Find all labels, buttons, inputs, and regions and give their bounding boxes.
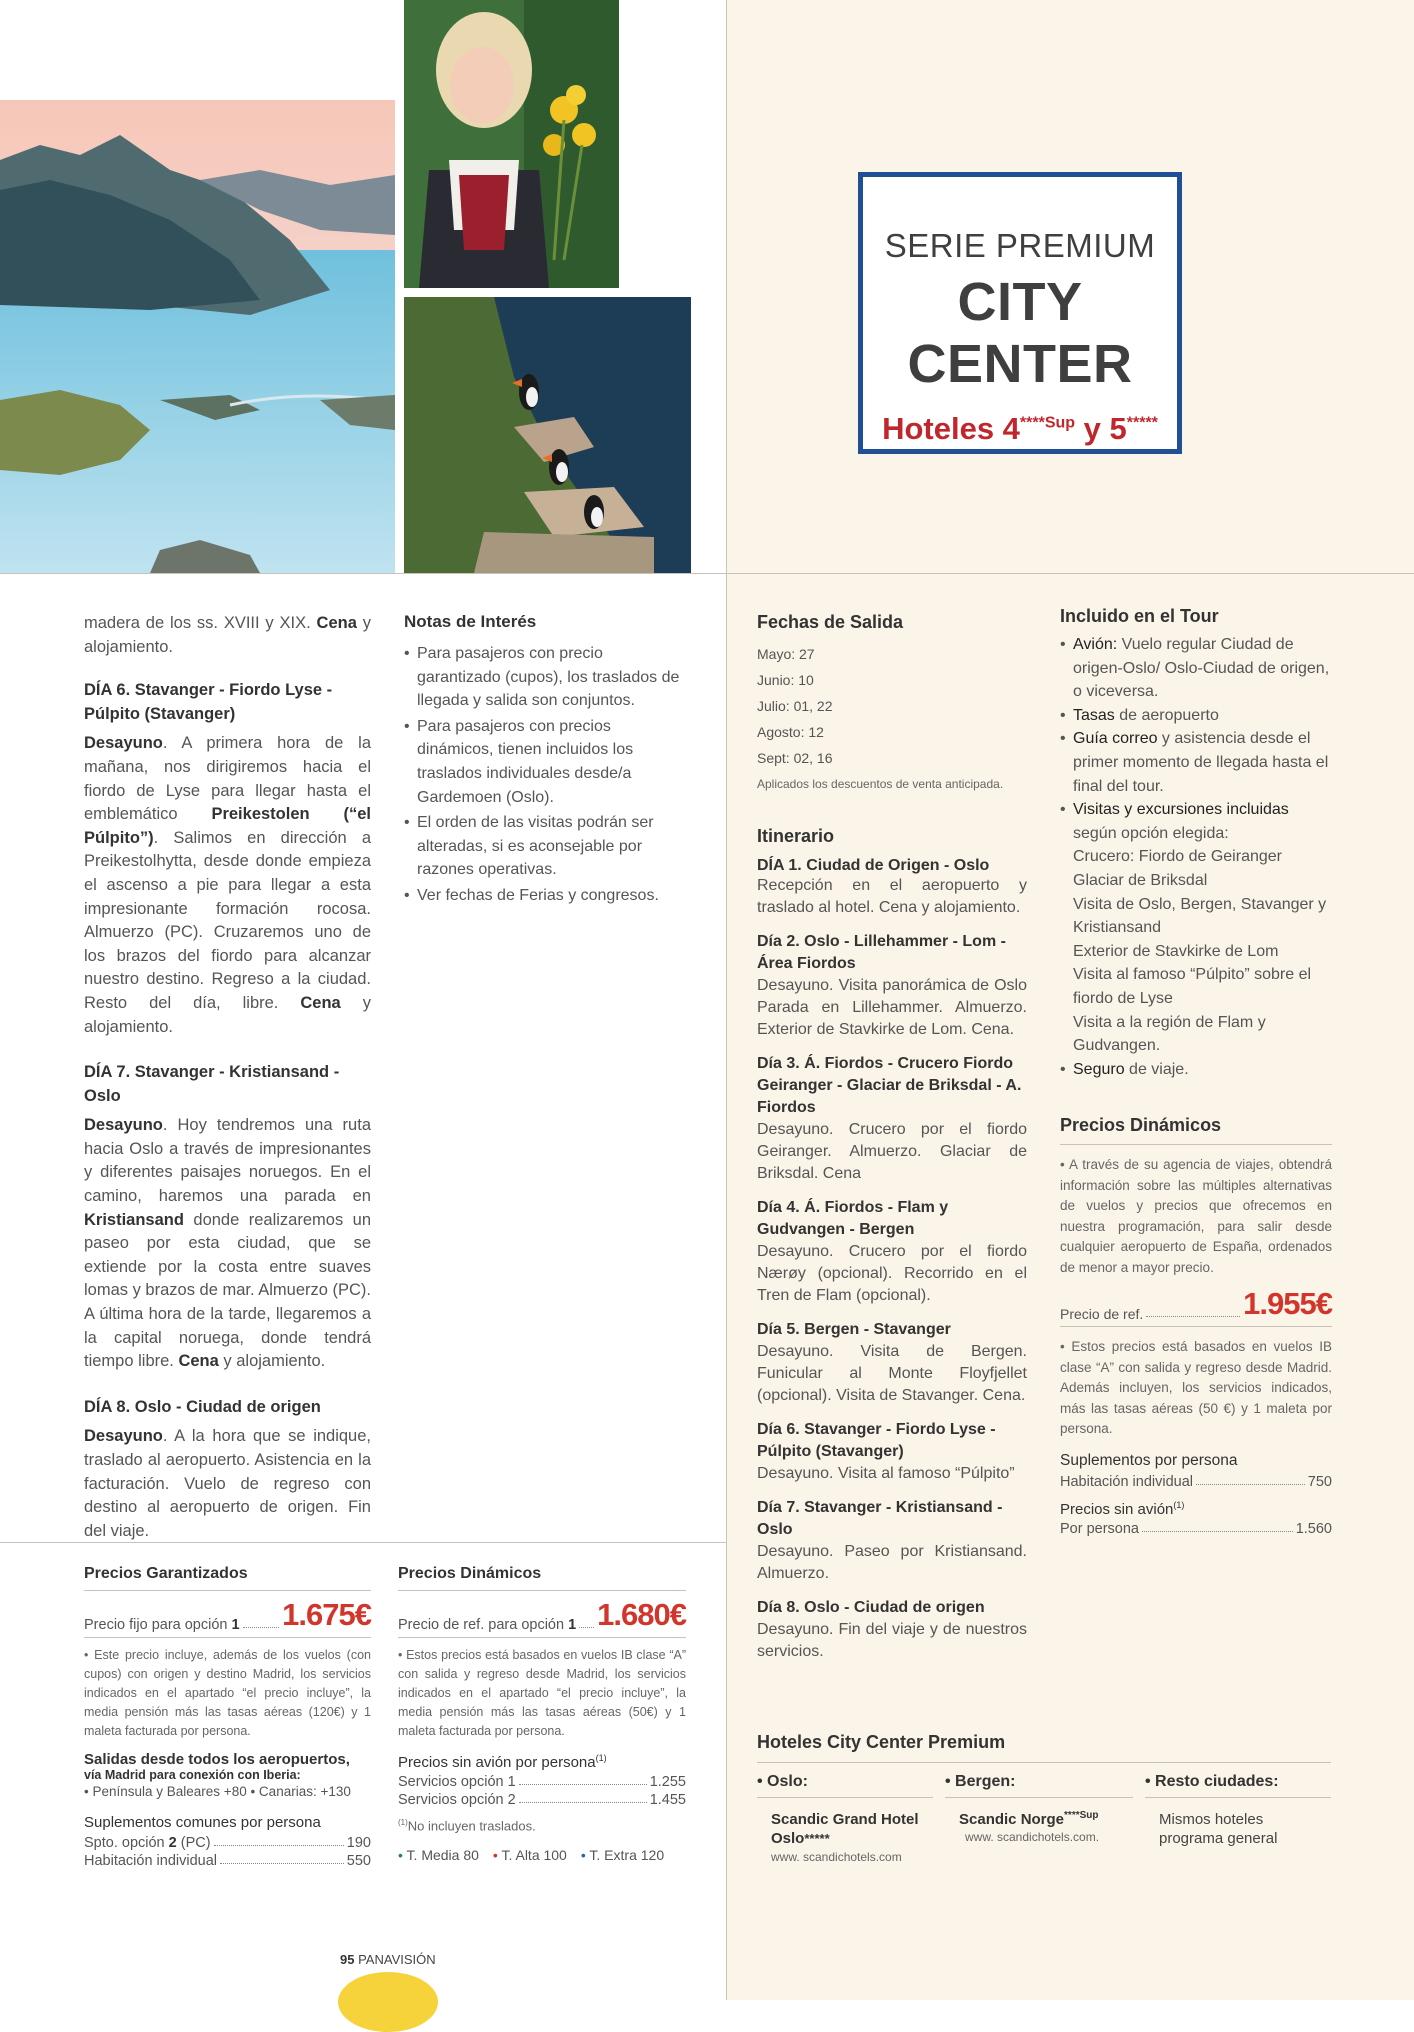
notes-list	[404, 642, 689, 908]
series-subtitle: SERIE PREMIUM	[884, 227, 1156, 264]
hotel-name: Scandic Norge$^{****Sup}$	[959, 1810, 1099, 1828]
included-list	[1060, 633, 1332, 845]
girl-with-flowers-photo	[404, 0, 619, 288]
common-supplements-title: Suplementos comunes por persona	[84, 1814, 321, 1831]
dynamic-intro: • A través de su agencia de viajes, obtendrá información sobre las múltiples alternativas de vuelos y precios que ofrecemos en nuestra programación, para salir desde cualquier aeropuerto de España, ordenados de menor a mayor precio.	[1060, 1157, 1332, 1275]
dynamic-right-note: • Estos precios está basados en vuelos IB clase “A” con salida y regreso desde Madrid. Además incluyen, los servicios indicados, más las tasas aéreas (50 €) y 1 maleta por persona.	[1060, 1339, 1332, 1436]
no-flight-title-right: Precios sin avión$^{(1)}$	[1060, 1499, 1185, 1518]
included-sublist: Crucero: Fiordo de Geiranger Glaciar de Briksdal Visita de Oslo, Bergen, Stavanger y Kristiansand Exterior de Stavkirke de Lom Visita al famoso “Púlpito” sobre el fiordo de Lyse Visita a la región de Flam y Gudvangen.	[1073, 848, 1327, 1055]
day8-title: DÍA 8. Oslo - Ciudad de origen	[84, 1397, 321, 1416]
hotel-name: Scandic Grand Hotel Oslo*****	[771, 1811, 919, 1847]
season-item: • T. Alta 100	[492, 1847, 567, 1864]
dynamic-title: Precios Dinámicos	[398, 1565, 542, 1582]
guaranteed-price-row: Precio fijo para opción 1 1.675€	[84, 1597, 371, 1633]
dynamic-note: • Estos precios está basados en vuelos IB clase “A” con salida y regreso desde Madrid, los servicios indicados en el apartado “el precio incluye”, la media pensión más las tasas aéreas (50€) y 1 maleta facturada por persona.	[398, 1648, 686, 1738]
dynamic-prices-left	[398, 1565, 686, 1863]
itinerary-day: Día 7. Stavanger - Kristiansand - Oslo Desayuno. Paseo por Kristiansand. Almuerzo.	[757, 1499, 1027, 1582]
season-legend	[398, 1847, 686, 1863]
included-item: • Visitas y excursiones incluidas según opción elegida:	[1060, 798, 1332, 845]
hotel-column-oslo: • Oslo: Scandic Grand Hotel Oslo***** www. scandichotels.com	[757, 1773, 933, 1866]
departure-dates-list: Mayo: 27 Junio: 10 Julio: 01, 22 Agosto: 12 Sept: 02, 16	[757, 646, 833, 766]
brand-name: PANAVISIÓN	[358, 1952, 436, 1967]
puffins-photo	[404, 297, 691, 573]
itinerary-day: Día 8. Oslo - Ciudad de origen Desayuno. Fin del viaje y de nuestros servicios.	[757, 1599, 1027, 1660]
supplement-row: Habitación individual 550	[84, 1853, 371, 1869]
dynamic-ref-row: Precio de ref. 1.955€	[1060, 1286, 1332, 1322]
no-flight-row: Servicios opción 1 1.255	[398, 1774, 686, 1790]
hotel-website: www. scandichotels.com.	[965, 1830, 1100, 1844]
notes-title: Notas de Interés	[404, 612, 537, 631]
notes-section	[404, 612, 689, 908]
day7-title: DÍA 7. Stavanger - Kristiansand - Oslo	[84, 1063, 340, 1105]
departures-detail: • Península y Baleares +80 • Canarias: +130	[84, 1784, 351, 1799]
center-divider	[726, 0, 727, 2000]
guaranteed-title: Precios Garantizados	[84, 1565, 248, 1582]
no-flight-row: Por persona 1.560	[1060, 1520, 1332, 1537]
itinerary-day: Día 3. Á. Fiordos - Crucero Fiordo Geiranger - Glaciar de Briksdal - A. Fiordos Desayuno. Crucero por el fiordo Geiranger. Almuerzo. Glaciar de Briksdal. Cena	[757, 1055, 1027, 1182]
hotel-column-bergen: • Bergen: Scandic Norge$^{****Sup}$ www. scandichotels.com.	[945, 1773, 1133, 1866]
itinerary-day: Día 5. Bergen - Stavanger Desayuno. Visita de Bergen. Funicular al Monte Floyfjellet (opcional). Visita de Stavanger. Cena.	[757, 1321, 1027, 1404]
intro-paragraph: madera de los ss. XVIII y XIX. Cena y alojamiento.	[84, 614, 371, 656]
supplements-title: Suplementos por persona	[1060, 1451, 1238, 1469]
hotel-name: Mismos hoteles programa general	[1159, 1811, 1278, 1847]
season-item: • T. Extra 120	[580, 1847, 665, 1864]
departure-dates-title: Fechas de Salida	[757, 612, 904, 632]
note-item: • Para pasajeros con precio garantizado (cupos), los traslados de llegada y salida son conjuntos.	[404, 642, 689, 713]
itinerary-day: Día 4. Á. Fiordos - Flam y Gudvangen - Bergen Desayuno. Crucero por el fiordo Nærøy (opcional). Recorrido en el Tren de Flam (opcional).	[757, 1199, 1027, 1304]
day7-text: Desayuno. Hoy tendremos una ruta hacia Oslo a través de impresionantes y diferentes paisajes noruegos. En el camino, haremos una parada en Kristiansand donde realizaremos un paseo por esta ciudad, que se extiende por la costa entre suaves lomas y brazos de mar. Almuerzo (PC). A última hora de la tarde, llegaremos a la capital noruega, donde tendrá tiempo libre. Cena y alojamiento.	[84, 1116, 372, 1371]
included-title: Incluido en el Tour	[1060, 606, 1219, 626]
itinerary-day: DÍA 1. Ciudad de Origen - Oslo Recepción en el aeropuerto y traslado al hotel. Cena y alojamiento.	[757, 857, 1027, 916]
guaranteed-price: 1.675€	[282, 1597, 371, 1632]
series-title: CITY CENTER	[907, 272, 1133, 394]
departure-dates	[757, 612, 1027, 793]
day6-text: Desayuno. A primera hora de la mañana, nos dirigiremos hacia el fiordo de Lyse para llegar hasta el emblemático Preikestolen (“el Púlpito”). Salimos en dirección a Preikestolhytta, desde donde empieza el ascenso a pie para llegar a esta impresionante formación rocosa. Almuerzo (PC). Cruzaremos uno de los brazos del fiordo para alcanzar nuestro destino. Regreso a la ciudad. Resto del día, libre. Cena y alojamiento.	[84, 734, 371, 1036]
fjord-photo	[0, 100, 395, 573]
note-item: • Ver fechas de Ferias y congresos.	[404, 884, 689, 908]
guaranteed-prices	[84, 1565, 371, 1869]
hotels-section	[757, 1732, 1331, 1866]
guaranteed-note: • Este precio incluye, además de los vuelos (con cupos) con origen y destino Madrid, los servicios indicados en el apartado “el precio incluye”, la media pensión más las tasas aéreas (120€) y 1 maleta facturada por persona.	[84, 1648, 371, 1738]
day6-title: DÍA 6. Stavanger - Fiordo Lyse - Púlpito (Stavanger)	[84, 681, 333, 723]
hotel-category: Hoteles $4^{****Sup}$ y 5*****	[882, 411, 1158, 446]
season-item: • T. Media 80	[398, 1847, 479, 1864]
top-divider	[0, 573, 1414, 574]
hotel-column-others: • Resto ciudades: Mismos hoteles programa general	[1145, 1773, 1331, 1866]
departures-title: Salidas desde todos los aeropuertos,	[84, 1751, 350, 1768]
page-footer	[340, 1952, 436, 1967]
hotels-title: Hoteles City Center Premium	[757, 1732, 1006, 1752]
included-section	[1060, 606, 1332, 1081]
itinerary-summary	[757, 826, 1027, 1663]
dynamic-price-row: Precio de ref. para opción 1 1.680€	[398, 1597, 686, 1633]
note-item: • El orden de las visitas podrán ser alteradas, si es aconsejable por razones operativas.	[404, 811, 689, 882]
included-item: • Seguro de viaje.	[1060, 1058, 1332, 1082]
itinerary-day: Día 6. Stavanger - Fiordo Lyse - Púlpito (Stavanger) Desayuno. Visita al famoso “Púlpito”	[757, 1421, 1015, 1482]
hotel-website: www. scandichotels.com	[771, 1850, 902, 1864]
supplement-row: Spto. opción 2 (PC) 190	[84, 1835, 371, 1851]
page-number: 95	[340, 1952, 355, 1967]
departures-subtitle: vía Madrid para conexión con Iberia:	[84, 1768, 301, 1782]
footnote: $^{(1)}$No incluyen traslados.	[398, 1818, 536, 1834]
no-flight-title: Precios sin avión por persona$^{(1)}$	[398, 1753, 607, 1771]
dynamic-ref-price: 1.955€	[1243, 1286, 1332, 1321]
dynamic-title-right: Precios Dinámicos	[1060, 1115, 1222, 1135]
itinerary-day: Día 2. Oslo - Lillehammer - Lom - Área Fiordos Desayuno. Visita panorámica de Oslo Parada en Lillehammer. Almuerzo. Exterior de Stavkirke de Lom. Cena.	[757, 933, 1027, 1038]
included-item: • Guía correo y asistencia desde el primer momento de llegada hasta el final del tour.	[1060, 727, 1332, 798]
dynamic-prices-right	[1060, 1115, 1332, 1537]
day8-text: Desayuno. A la hora que se indique, traslado al aeropuerto. Asistencia en la facturación. Vuelo de regreso con destino al aeropuerto de origen. Fin del viaje.	[84, 1427, 371, 1540]
included-item: • Avión: Vuelo regular Ciudad de origen-Oslo/ Oslo-Ciudad de origen, o viceversa.	[1060, 633, 1332, 704]
note-item: • Para pasajeros con precios dinámicos, tienen incluidos los traslados individuales desde/a Gardemoen (Oslo).	[404, 715, 689, 809]
series-title-box	[858, 172, 1182, 454]
page-tab-marker	[338, 1972, 438, 2032]
no-flight-row: Servicios opción 2 1.455	[398, 1792, 686, 1808]
dynamic-price: 1.680€	[597, 1597, 686, 1632]
itinerary-column-left	[84, 612, 371, 1543]
itinerary-title: Itinerario	[757, 826, 835, 846]
included-item: • Tasas de aeropuerto	[1060, 704, 1332, 728]
departure-dates-note: Aplicados los descuentos de venta anticipada.	[757, 777, 1004, 791]
supplement-row: Habitación individual 750	[1060, 1473, 1332, 1490]
